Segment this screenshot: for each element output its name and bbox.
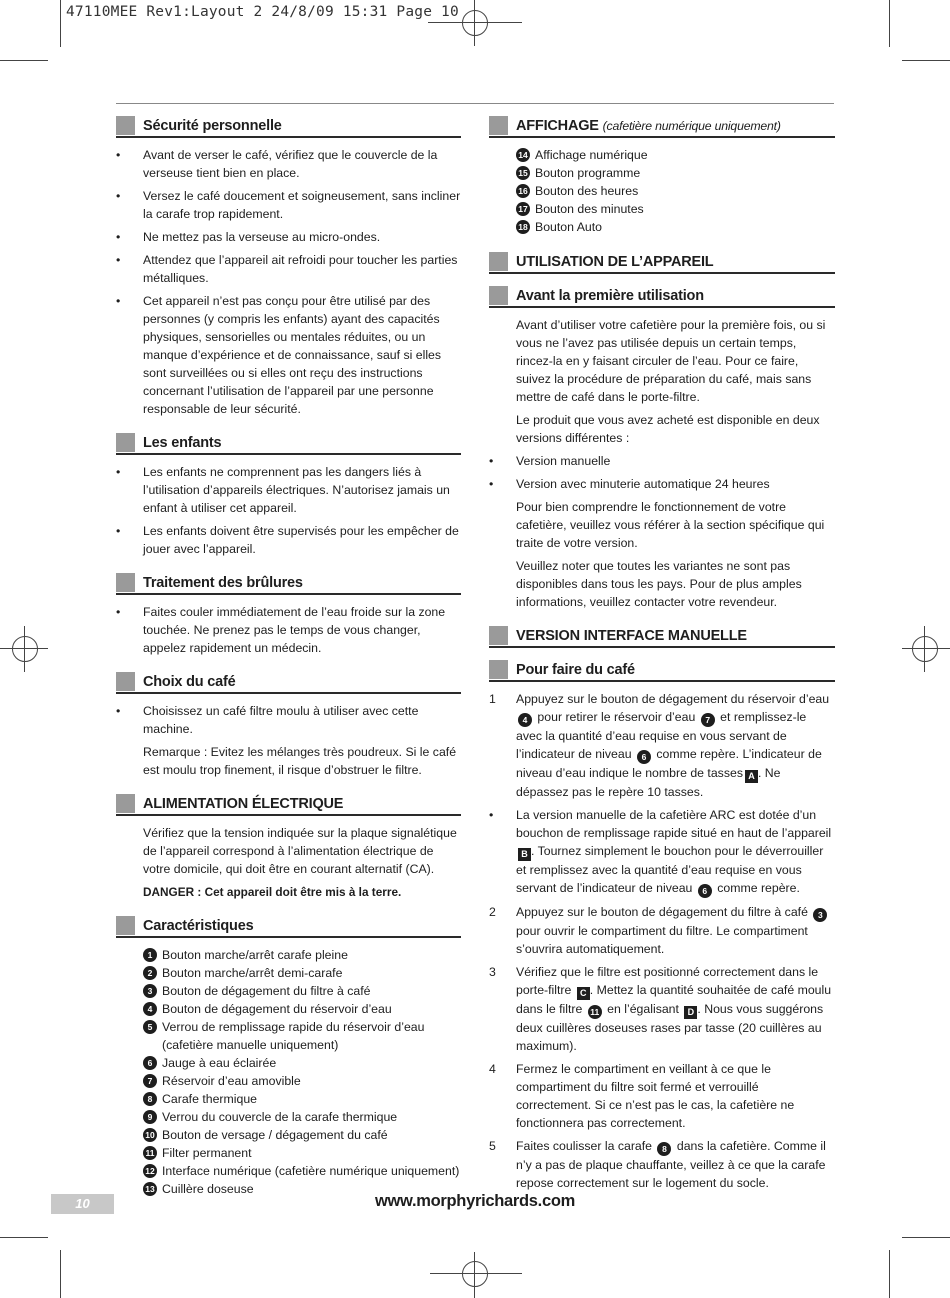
item-text: Bouton des heures [535, 184, 639, 198]
callout-badge: 6 [637, 750, 651, 764]
section-heading-caracteristiques [116, 916, 461, 938]
number-badge: 9 [143, 1110, 157, 1124]
list-item [143, 1018, 461, 1054]
step-item [489, 1060, 835, 1132]
number-badge: 2 [143, 966, 157, 980]
bullet-item: • Version manuelle [489, 452, 835, 470]
number-badge: 1 [143, 948, 157, 962]
heading-marker [116, 794, 135, 813]
heading-marker [116, 916, 135, 935]
heading-text: AFFICHAGE [516, 118, 599, 134]
step-text: dans la cafetière. Comme il n’y a pas de plaque chauffante, veillez à ce que la carafe repose correctement sur le logement du socle. [516, 1139, 826, 1190]
heading-marker [116, 672, 135, 691]
item-text: Cuillère doseuse [162, 1182, 254, 1196]
heading-marker [489, 252, 508, 271]
bullet-item: • Avant de verser le café, vérifiez que le couvercle de la verseuse tient bien en place. [116, 146, 461, 182]
callout-badge: 3 [813, 908, 827, 922]
step-number: 2 [489, 905, 496, 919]
bullet-item: • Version avec minuterie automatique 24 heures [489, 475, 835, 493]
heading-marker [489, 286, 508, 305]
step-text: Appuyez sur le bouton de dégagement du filtre à café [516, 905, 808, 919]
item-text: Verrou de remplissage rapide du réservoir d’eau (cafetière manuelle uniquement) [162, 1020, 425, 1052]
step-text: Appuyez sur le bouton de dégagement du réservoir d’eau [516, 692, 830, 706]
step-item [489, 690, 835, 801]
callout-badge: 8 [657, 1142, 671, 1156]
item-text: Bouton de versage / dégagement du café [162, 1128, 388, 1142]
callout-badge: 11 [588, 1005, 602, 1019]
item-text: Bouton marche/arrêt demi-carafe [162, 966, 343, 980]
crop-mark-bottom-right-h [902, 1237, 950, 1238]
crop-mark-top-right-h [902, 60, 950, 61]
heading-marker [116, 573, 135, 592]
step-text: et remplissez-le avec la quantité d’eau requise en vous servant de l’indicateur de niveau [516, 710, 807, 761]
danger-warning: DANGER : Cet appareil doit être mis à la terre. [143, 885, 402, 899]
list-item [516, 218, 835, 236]
step-text: . Nous vous suggérons deux cuillères doseuses rases par tasse (20 cuillères au maximum). [516, 1002, 824, 1053]
step-number: 5 [489, 1139, 496, 1153]
number-badge: 16 [516, 184, 530, 198]
list-item [516, 164, 835, 182]
crop-mark-top-right-v [889, 0, 890, 47]
list-item [143, 1144, 461, 1162]
letter-callout: D [684, 1006, 697, 1019]
item-text: Bouton marche/arrêt carafe pleine [162, 948, 348, 962]
paragraph: Vérifiez que la tension indiquée sur la plaque signalétique de l’appareil correspond à l’alimentation électrique de votre domicile, qui doit être en courant alternatif (CA). [143, 826, 457, 876]
section-heading-brulures [116, 573, 461, 595]
print-slug: 47110MEE Rev1:Layout 2 24/8/09 15:31 Page 10 [66, 4, 459, 20]
features-list [116, 946, 461, 1198]
item-text: Réservoir d’eau amovible [162, 1074, 301, 1088]
heading-title [516, 116, 781, 136]
heading-title: VERSION INTERFACE MANUELLE [516, 628, 747, 644]
website-url[interactable]: www.morphyrichards.com [374, 1192, 575, 1210]
number-badge: 10 [143, 1128, 157, 1142]
heading-title: Choix du café [143, 674, 236, 690]
letter-callout: A [745, 770, 758, 783]
item-text: Bouton programme [535, 166, 641, 180]
number-badge: 15 [516, 166, 530, 180]
bullet-item [489, 806, 835, 898]
section-heading-avant [489, 286, 835, 308]
number-badge: 8 [143, 1092, 157, 1106]
bullet-text: La version manuelle de la cafetière ARC est dotée d’un bouchon de remplissage rapide situé en haut de l’appareil [516, 808, 832, 840]
crop-mark-top-left-h [0, 60, 48, 61]
list-item [143, 1090, 461, 1108]
callout-badge: 7 [701, 713, 715, 727]
list-item [516, 146, 835, 164]
display-list [489, 146, 835, 236]
heading-marker [116, 116, 135, 135]
step-text: Fermez le compartiment en veillant à ce que le compartiment du filtre soit fermé et verrouillé correctement. Si ce n’est pas le cas, la cafetière ne fonctionnera pas correctement. [516, 1062, 795, 1130]
page-number: 10 [75, 1196, 90, 1211]
step-text: pour ouvrir le compartiment du filtre. Le compartiment s’ouvrira automatiquement. [516, 924, 808, 956]
section-heading-alimentation [116, 794, 461, 816]
step-item [489, 903, 835, 958]
list-item [143, 982, 461, 1000]
bullet-item: • Cet appareil n’est pas conçu pour être utilisé par des personnes (y compris les enfants) ayant des capacités physiques, sensorielles ou mentales réduites, ou un manque d’expérience et de connaissance, sauf si elles sont surveillées ou si elles ont reçu des instructions concernant l’utilisation de l’appareil par une personne responsable de leur sécurité. [116, 292, 461, 418]
list-item [143, 1000, 461, 1018]
item-text: Bouton de dégagement du réservoir d’eau [162, 1002, 392, 1016]
section-heading-enfants [116, 433, 461, 455]
callout-badge: 6 [698, 884, 712, 898]
list-item [143, 1162, 461, 1180]
list-item [143, 1108, 461, 1126]
step-item [489, 963, 835, 1055]
list-item [143, 1072, 461, 1090]
section-heading-utilisation [489, 252, 835, 274]
paragraph: Avant d’utiliser votre cafetière pour la première fois, ou si vous ne l’avez pas utilisée depuis un certain temps, rincez-la en y faisant circuler de l’eau. Pour ce faire, suivez la procédure de préparation du café, mais sans mettre de café dans le porte-filtre. [516, 318, 826, 404]
heading-marker [116, 433, 135, 452]
heading-title: Les enfants [143, 435, 222, 451]
item-text: Verrou du couvercle de la carafe thermique [162, 1110, 398, 1124]
bullet-item: • Versez le café doucement et soigneusement, sans incliner la carafe trop rapidement. [116, 187, 461, 223]
step-text: en l’égalisant [607, 1002, 679, 1016]
left-column [116, 116, 461, 1198]
bullet-text: comme repère. [717, 881, 800, 895]
bullet-item: • Les enfants doivent être supervisés pour les empêcher de jouer avec l’appareil. [116, 522, 461, 558]
bullet-item: • Les enfants ne comprennent pas les dangers liés à l’utilisation d’appareils électriques. N’autorisez jamais un enfant à utiliser cet appareil. [116, 463, 461, 517]
step-text: pour retirer le réservoir d’eau [537, 710, 696, 724]
list-item [143, 946, 461, 964]
crop-mark-top-left-v [60, 0, 61, 47]
heading-title: Sécurité personnelle [143, 118, 282, 134]
bullet-item: • Choisissez un café filtre moulu à utiliser avec cette machine. [116, 702, 461, 738]
heading-title: UTILISATION DE L’APPAREIL [516, 254, 714, 270]
step-text: . Mettez la quantité souhaitée de café moulu dans le filtre [516, 983, 832, 1016]
step-number: 3 [489, 965, 496, 979]
item-text: Bouton de dégagement du filtre à café [162, 984, 371, 998]
section-heading-securite [116, 116, 461, 138]
item-text: Jauge à eau éclairée [162, 1056, 277, 1070]
item-text: Interface numérique (cafetière numérique uniquement) [162, 1164, 460, 1178]
heading-title: Pour faire du café [516, 662, 635, 678]
number-badge: 13 [143, 1182, 157, 1196]
step-number: 4 [489, 1062, 496, 1076]
bullet-item: • Attendez que l’appareil ait refroidi pour toucher les parties métalliques. [116, 251, 461, 287]
number-badge: 11 [143, 1146, 157, 1160]
number-badge: 14 [516, 148, 530, 162]
step-text: . Ne dépassez pas le repère 10 tasses. [516, 766, 781, 799]
section-heading-faire [489, 660, 835, 682]
number-badge: 6 [143, 1056, 157, 1070]
paragraph: Veuillez noter que toutes les variantes ne sont pas disponibles dans tous les pays. Pour de plus amples informations, veuillez contacter votre revendeur. [516, 559, 802, 609]
heading-title: Traitement des brûlures [143, 575, 303, 591]
heading-title: Caractéristiques [143, 918, 254, 934]
step-item [489, 1137, 835, 1192]
number-badge: 18 [516, 220, 530, 234]
section-heading-version [489, 626, 835, 648]
heading-subtitle: (cafetière numérique uniquement) [602, 119, 781, 133]
number-badge: 3 [143, 984, 157, 998]
right-column [489, 116, 835, 1197]
list-item [516, 182, 835, 200]
step-text: comme repère. L’indicateur de niveau d’eau indique le nombre de tasses [516, 747, 822, 780]
item-text: Affichage numérique [535, 148, 648, 162]
number-badge: 12 [143, 1164, 157, 1178]
item-text: Filter permanent [162, 1146, 252, 1160]
list-item [143, 964, 461, 982]
number-badge: 4 [143, 1002, 157, 1016]
paragraph: Le produit que vous avez acheté est disponible en deux versions différentes : [516, 413, 820, 445]
crop-mark-bottom-left-h [0, 1237, 48, 1238]
letter-callout: C [577, 987, 590, 1000]
item-text: Bouton Auto [535, 220, 603, 234]
item-text: Bouton des minutes [535, 202, 644, 216]
callout-badge: 4 [518, 713, 532, 727]
number-badge: 5 [143, 1020, 157, 1034]
step-text: Vérifiez que le filtre est positionné correctement dans le porte-filtre [516, 965, 819, 997]
number-badge: 17 [516, 202, 530, 216]
bullet-text: . Tournez simplement le bouchon pour le déverrouiller et remplissez avec la quantité d’eau requise en vous servant de l’indicateur de niveau [516, 844, 824, 895]
remark-text: Remarque : Evitez les mélanges très poudreux. Si le café est moulu trop finement, il risque d’obstruer le filtre. [143, 745, 457, 777]
heading-title: ALIMENTATION ÉLECTRIQUE [143, 796, 344, 812]
crop-mark-bottom-left-v [60, 1250, 61, 1298]
heading-title: Avant la première utilisation [516, 288, 704, 304]
step-text: Faites coulisser la carafe [516, 1139, 653, 1153]
bullet-item: • Ne mettez pas la verseuse au micro-ondes. [116, 228, 461, 246]
list-item [143, 1054, 461, 1072]
number-badge: 7 [143, 1074, 157, 1088]
section-heading-affichage [489, 116, 835, 138]
heading-marker [489, 660, 508, 679]
crop-mark-bottom-right-v [889, 1250, 890, 1298]
heading-marker [489, 626, 508, 645]
list-item [516, 200, 835, 218]
letter-callout: B [518, 848, 531, 861]
list-item [143, 1126, 461, 1144]
section-heading-choix [116, 672, 461, 694]
heading-marker [489, 116, 508, 135]
paragraph: Pour bien comprendre le fonctionnement de votre cafetière, veuillez vous référer à la section spécifique qui traite de votre version. [516, 500, 825, 550]
bullet-item: • Faites couler immédiatement de l’eau froide sur la zone touchée. Ne prenez pas le temps de vous changer, appelez rapidement un médecin. [116, 603, 461, 657]
step-number: 1 [489, 692, 496, 706]
header-rule [116, 103, 834, 104]
item-text: Carafe thermique [162, 1092, 258, 1106]
